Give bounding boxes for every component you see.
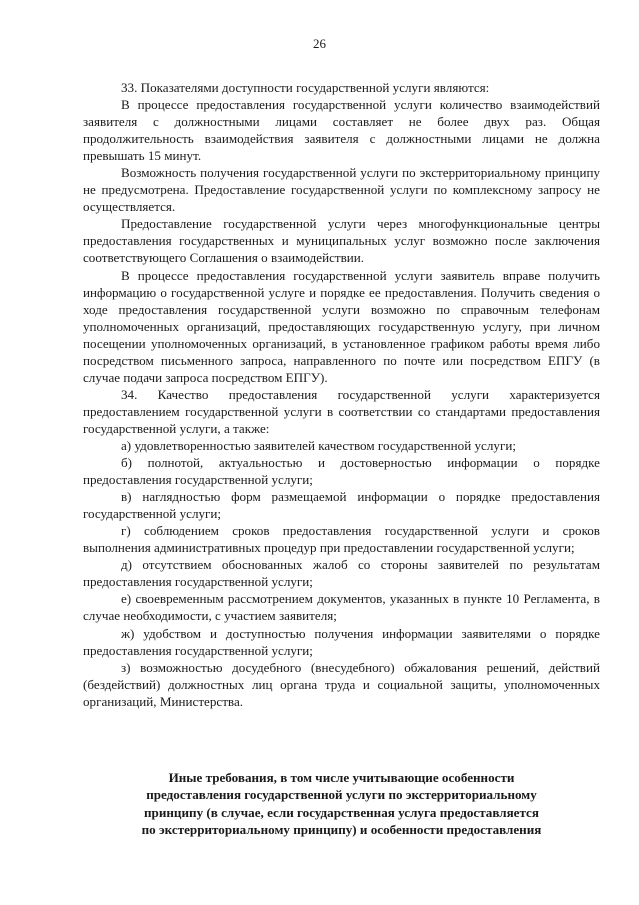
list-item-e: е) своевременным рассмотрением документов, указанных в пункте 10 Регламента, в случае необходимости, с участием заявителя; [83, 591, 600, 624]
list-item-d: д) отсутствием обоснованных жалоб со стороны заявителей по результатам предоставления государственной услуги; [83, 557, 600, 590]
paragraph-mfc: Предоставление государственной услуги через многофункциональные центры предоставления государственных и муниципальных услуг возможно после заключения соответствующего Соглашения о взаимодействии. [83, 216, 600, 266]
heading-line: Иные требования, в том числе учитывающие особенности [168, 770, 515, 785]
heading-line: принципу (в случае, если государственная услуга предоставляется [144, 804, 539, 820]
paragraph-interactions: В процессе предоставления государственной услуги количество взаимодействий заявителя с должностными лицами составляет не более двух раз. Общая продолжительность взаимодействия заявителя с должностными лицами не должна превышать 15 минут. [83, 97, 600, 164]
page-number: 26 [313, 36, 326, 51]
paragraph-34-title: 34. Качество предоставления государственной услуги характеризуется предоставлением государственной услуги в соответствии со стандартами предоставления государственной услуги, а также: [83, 386, 600, 436]
list-item-zh: ж) удобством и доступностью получения информации заявителями о порядке предоставления государственной услуги; [83, 625, 600, 658]
list-item-b: б) полнотой, актуальностью и достоверностью информации о порядке предоставления государственной услуги; [83, 455, 600, 488]
paragraph-information: В процессе предоставления государственной услуги заявитель вправе получить информацию о государственной услуге и порядке ее предоставления. Получить сведения о ходе предоставления государственной услуги возможно по справочным телефонам уполномоченных организаций, предоставляющих государственную услугу, при личном посещении уполномоченных организаций, в установленное графиком работы время либо посредством письменного запроса, направленного по почте или посредством ЕПГУ (в случае подачи запроса посредством ЕПГУ). [83, 267, 600, 385]
list-item-a: а) удовлетворенностью заявителей качеством государственной услуги; [121, 437, 516, 453]
list-item-z: з) возможностью досудебного (внесудебного) обжалования решений, действий (бездействий) должностных лиц органа труда и социальной защиты, уполномоченных организаций, Министерства. [83, 659, 600, 709]
document-body [83, 79, 600, 710]
heading-line: предоставления государственной услуги по экстерриториальному [146, 787, 537, 803]
list-item-v: в) наглядностью форм размещаемой информации о порядке предоставления государственной услуги; [83, 489, 600, 522]
heading-line: по экстерриториальному принципу) и особенности предоставления [141, 821, 542, 837]
section-heading [83, 769, 600, 838]
paragraph-extraterritorial: Возможность получения государственной услуги по экстерриториальному принципу не предусмотрена. Предоставление государственной услуги по комплексному запросу не осуществляется. [83, 165, 600, 215]
list-item-g: г) соблюдением сроков предоставления государственной услуги и сроков выполнения административных процедур при предоставлении государственной услуги; [83, 523, 600, 556]
paragraph-33-title: 33. Показателями доступности государственной услуги являются: [121, 80, 490, 95]
